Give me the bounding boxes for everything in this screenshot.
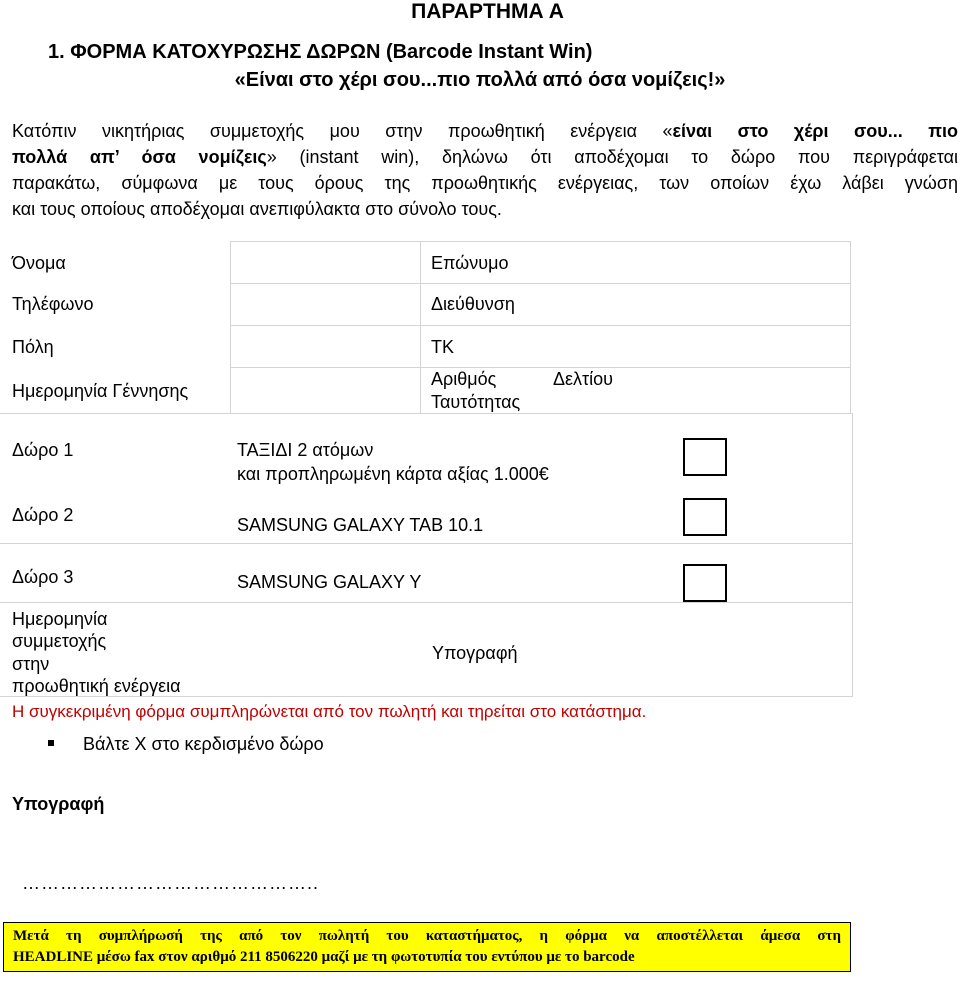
gift-1-description-2: και προπληρωμένη κάρτα αξίας 1.000€ (237, 464, 549, 484)
birth-date-label: Ημερομηνία Γέννησης (12, 381, 189, 401)
signature-line: ……………………………………….. (22, 873, 320, 893)
gift-2-description: SAMSUNG GALAXY TAB 10.1 (237, 515, 484, 535)
phone-label: Τηλέφωνο (12, 294, 94, 314)
first-name-label: Όνομα (12, 253, 66, 273)
participation-date-label-2: συμμετοχής (12, 631, 107, 651)
grid-line (230, 325, 851, 326)
grid-line (0, 602, 853, 603)
gift-1-description: ΤΑΞΙΔΙ 2 ατόμων (237, 440, 374, 460)
grid-line (0, 413, 853, 414)
intro-line-1: Κατόπιν νικητήριας συμμετοχής μου στην προωθητική ενέργεια «είναι στο χέρι σου... πιο (12, 121, 958, 141)
id-number-label-c: Ταυτότητας (431, 392, 521, 412)
participation-date-label-1: Ημερομηνία (12, 609, 108, 629)
annex-title: ΠΑΡΑΡΤΗΜΑ Α (411, 0, 564, 23)
gift-3-description: SAMSUNG GALAXY Y (237, 572, 422, 592)
bullet-instruction: Βάλτε Χ στο κερδισμένο δώρο (83, 734, 324, 754)
fax-notice-box (3, 922, 851, 972)
fax-notice-line-1: Μετά τη συμπλήρωσή της από τον πωλητή του καταστήματος, η φόρμα να αποστέλλεται άμεσα στη (13, 928, 841, 944)
gift-2-checkbox[interactable] (683, 498, 727, 536)
fax-notice-line-2: HEADLINE μέσω fax στον αριθμό 211 8506220 μαζί με τη φωτοτυπία του εντύπου με το barcode (13, 949, 635, 965)
participation-date-label-4: προωθητική ενέργεια (12, 676, 181, 696)
form-heading: 1. ΦΟΡΜΑ ΚΑΤΟΧΥΡΩΣΗΣ ΔΩΡΩΝ (Barcode Instant Win) (48, 41, 593, 63)
address-label: Διεύθυνση (431, 294, 515, 314)
grid-line (230, 241, 231, 413)
participation-date-label-3: στην (12, 654, 50, 674)
seller-note: Η συγκεκριμένη φόρμα συμπληρώνεται από τον πωλητή και τηρείται στο κατάστημα. (12, 702, 647, 721)
city-label: Πόλη (12, 337, 54, 357)
gift-1-label: Δώρο 1 (12, 440, 74, 460)
campaign-name: «Είναι στο χέρι σου...πιο πολλά από όσα νομίζεις!» (234, 69, 726, 91)
grid-line (230, 367, 851, 368)
id-number-label-a: Αριθμός (431, 369, 497, 389)
grid-line (420, 241, 421, 413)
grid-line (0, 543, 853, 544)
gift-2-label: Δώρο 2 (12, 505, 74, 525)
id-number-label-b: Δελτίου (553, 369, 614, 389)
bullet-square-icon (48, 740, 54, 746)
last-name-label: Επώνυμο (431, 253, 509, 273)
gift-3-label: Δώρο 3 (12, 567, 74, 587)
intro-line-4: και τους οποίους αποδέχομαι ανεπιφύλακτα στο σύνολο τους. (12, 199, 502, 219)
intro-line-3: παρακάτω, σύμφωνα με τους όρους της προωθητικής ενέργειας, των οποίων έχω λάβει γνώση (12, 173, 958, 193)
postal-code-label: ΤΚ (431, 337, 455, 357)
grid-line (850, 241, 851, 413)
gift-1-checkbox[interactable] (683, 438, 727, 476)
intro-line-2: πολλά απ’ όσα νομίζεις» (instant win), δηλώνω ότι αποδέχομαι το δώρο που περιγράφεται (12, 147, 958, 167)
gift-3-checkbox[interactable] (683, 564, 727, 602)
grid-line (230, 283, 851, 284)
grid-line (230, 241, 851, 242)
grid-line (852, 413, 853, 697)
signature-label: Υπογραφή (12, 794, 105, 814)
participation-signature-label: Υπογραφή (432, 643, 518, 663)
intro-paragraph (12, 118, 958, 222)
